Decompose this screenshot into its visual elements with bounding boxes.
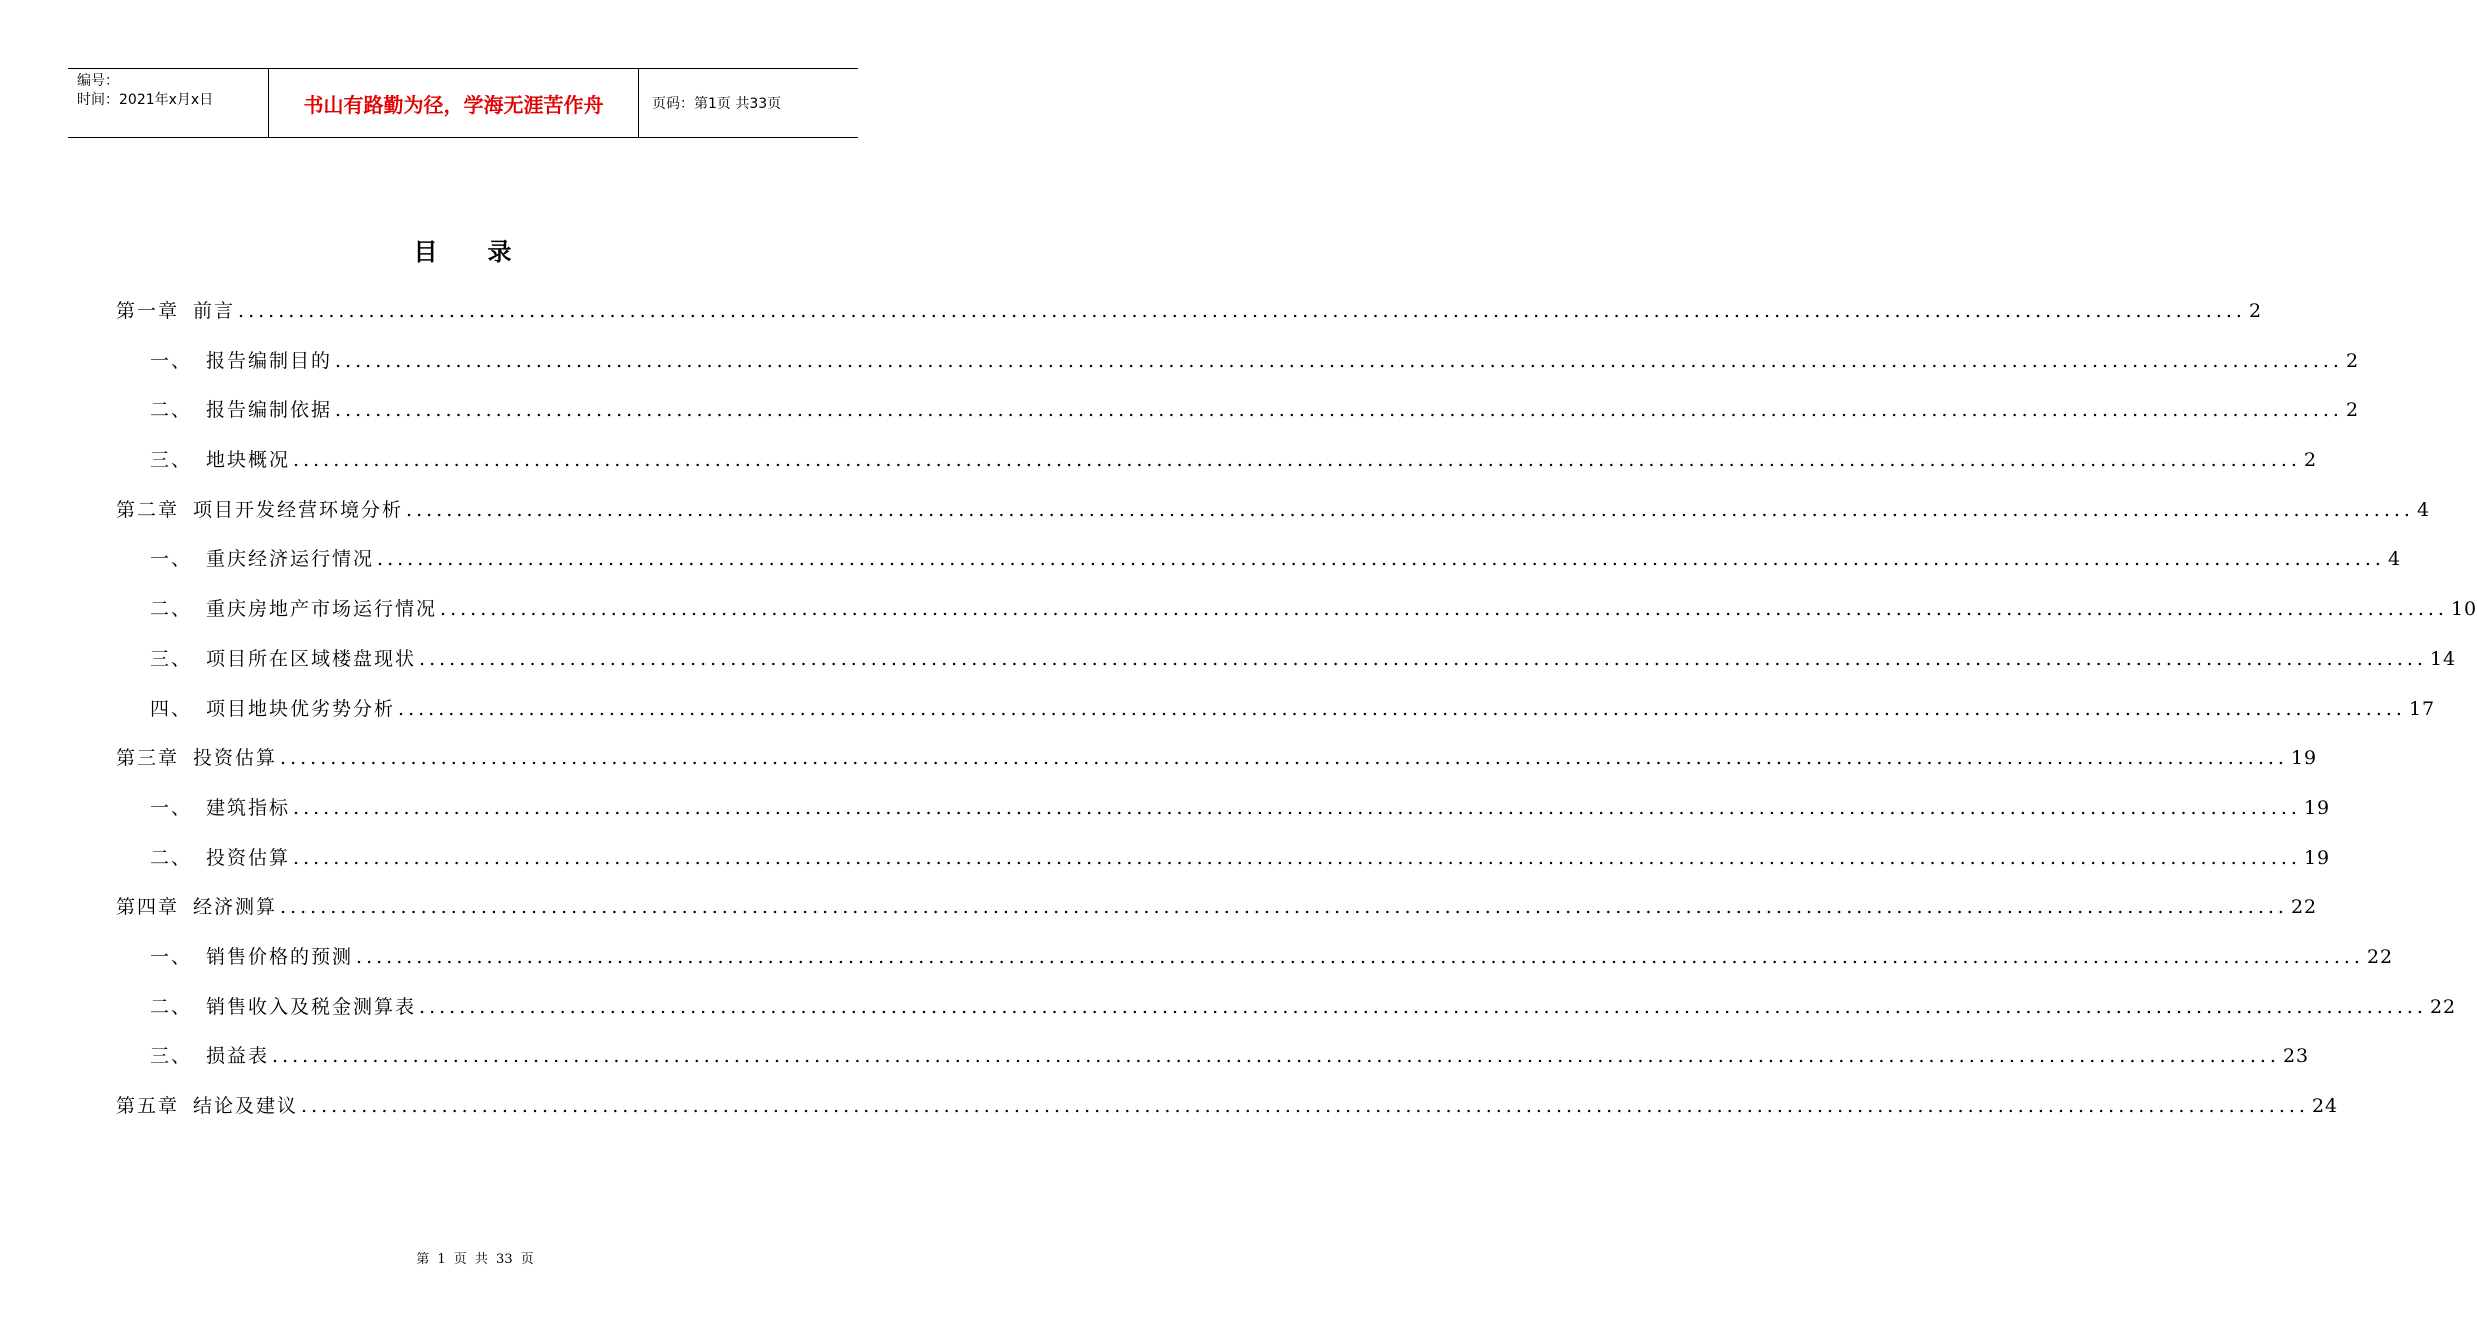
toc-entry-number: 二、	[150, 995, 193, 1018]
toc-entry-label	[116, 1091, 298, 1118]
toc-section-entry[interactable]	[116, 395, 2360, 445]
toc-entry-text: 结论及建议	[193, 1095, 299, 1117]
toc-entry-label	[150, 942, 353, 969]
toc-leader-dots: ........................................................................................................................................................................................................	[293, 796, 2301, 819]
toc-entry-text: 项目开发经营环境分析	[193, 498, 404, 521]
toc-page-number: 19	[2290, 747, 2318, 770]
toc-page-number: 2	[2345, 399, 2360, 422]
toc-section-entry[interactable]	[116, 644, 2457, 694]
toc-entry-label	[150, 445, 290, 472]
toc-page-number: 19	[2303, 846, 2331, 869]
toc-leader-dots: ........................................................................................................................................................................................................	[280, 747, 2288, 770]
toc-leader-dots: ........................................................................................................................................................................................................	[293, 449, 2301, 472]
toc-leader-dots: ........................................................................................................................................................................................................	[419, 647, 2427, 670]
toc-leader-dots: ........................................................................................................................................................................................................	[272, 1045, 2280, 1068]
toc-page-number: 4	[2416, 498, 2431, 521]
toc-entry-label	[150, 843, 290, 870]
page-header	[68, 68, 858, 138]
toc-entry-number: 二、	[150, 399, 193, 422]
toc-entry-number: 第五章	[116, 1095, 180, 1117]
toc-page-number: 2	[2345, 349, 2360, 372]
toc-entry-text: 销售收入及税金测算表	[206, 995, 417, 1018]
toc-entry-text: 投资估算	[193, 747, 278, 770]
toc-leader-dots: ........................................................................................................................................................................................................	[335, 349, 2343, 372]
toc-entry-text: 重庆经济运行情况	[206, 548, 375, 571]
toc-page-number: 17	[2408, 697, 2436, 720]
toc-entry-label	[116, 892, 277, 919]
toc-leader-dots: ........................................................................................................................................................................................................	[301, 1095, 2309, 1117]
header-meta	[68, 69, 269, 137]
toc-entry-text: 报告编制依据	[206, 399, 333, 422]
toc-entry-label	[150, 1041, 269, 1068]
table-of-contents	[116, 296, 2477, 1141]
toc-entry-label	[150, 694, 395, 721]
toc-page-number: 2	[2303, 449, 2318, 472]
toc-chapter-entry[interactable]	[116, 296, 2263, 346]
page-footer: 第 1 页 共 33 页	[416, 1252, 534, 1267]
page-title: 目录	[413, 237, 562, 266]
toc-chapter-entry[interactable]	[116, 1091, 2339, 1141]
toc-entry-text: 投资估算	[206, 846, 291, 869]
toc-page-number: 22	[2290, 896, 2318, 919]
toc-leader-dots: ........................................................................................................................................................................................................	[293, 846, 2301, 869]
toc-entry-text: 地块概况	[206, 449, 291, 472]
toc-section-entry[interactable]	[116, 346, 2360, 396]
toc-page-number: 10	[2450, 598, 2477, 621]
toc-section-entry[interactable]	[116, 843, 2331, 893]
toc-leader-dots: ........................................................................................................................................................................................................	[398, 697, 2406, 720]
toc-section-entry[interactable]	[116, 445, 2318, 495]
toc-leader-dots: ........................................................................................................................................................................................................	[419, 995, 2427, 1018]
toc-chapter-entry[interactable]	[116, 743, 2318, 793]
toc-leader-dots: ........................................................................................................................................................................................................	[440, 598, 2448, 621]
toc-section-entry[interactable]	[116, 594, 2477, 644]
toc-section-entry[interactable]	[116, 793, 2331, 843]
toc-entry-text: 报告编制目的	[206, 349, 333, 372]
toc-chapter-entry[interactable]	[116, 495, 2431, 545]
toc-entry-label	[150, 346, 332, 373]
toc-entry-label	[150, 544, 374, 571]
toc-section-entry[interactable]	[116, 544, 2402, 594]
toc-entry-number: 第四章	[116, 896, 180, 919]
toc-entry-label	[150, 594, 437, 621]
toc-entry-label	[150, 644, 416, 671]
toc-entry-number: 一、	[150, 349, 193, 372]
toc-entry-text: 项目地块优劣势分析	[206, 697, 396, 720]
toc-entry-number: 第一章	[116, 300, 180, 322]
code-label: 编号：	[77, 73, 119, 89]
toc-entry-text: 项目所在区域楼盘现状	[206, 647, 417, 670]
toc-page-number: 23	[2282, 1045, 2310, 1068]
toc-leader-dots: ........................................................................................................................................................................................................	[356, 945, 2364, 968]
toc-entry-text: 损益表	[206, 1045, 270, 1068]
toc-entry-text: 销售价格的预测	[206, 945, 354, 968]
toc-leader-dots: ........................................................................................................................................................................................................	[280, 896, 2288, 919]
toc-chapter-entry[interactable]	[116, 892, 2318, 942]
toc-page-number: 19	[2303, 796, 2331, 819]
toc-entry-number: 第二章	[116, 498, 180, 521]
toc-entry-number: 三、	[150, 449, 193, 472]
toc-leader-dots: ........................................................................................................................................................................................................	[406, 498, 2414, 521]
toc-leader-dots: ........................................................................................................................................................................................................	[335, 399, 2343, 422]
toc-entry-number: 第三章	[116, 747, 180, 770]
time-label: 时间：2021年x月x日	[77, 92, 214, 108]
header-motto: 书山有路勤为径，学海无涯苦作舟	[269, 69, 639, 137]
toc-section-entry[interactable]	[116, 942, 2394, 992]
toc-page-number: 24	[2311, 1095, 2339, 1117]
toc-entry-number: 二、	[150, 846, 193, 869]
toc-page-number: 22	[2429, 995, 2457, 1018]
toc-entry-number: 一、	[150, 548, 193, 571]
toc-entry-number: 四、	[150, 697, 193, 720]
toc-entry-text: 建筑指标	[206, 796, 291, 819]
toc-entry-label	[116, 296, 235, 323]
toc-entry-label	[150, 395, 332, 422]
toc-entry-label	[116, 743, 277, 770]
toc-entry-number: 三、	[150, 647, 193, 670]
toc-page-number: 2	[2248, 300, 2263, 322]
toc-page-number: 14	[2429, 647, 2457, 670]
header-page-label: 页码：第1页 共33页	[652, 96, 782, 112]
toc-entry-text: 重庆房地产市场运行情况	[206, 598, 438, 621]
toc-leader-dots: ........................................................................................................................................................................................................	[377, 548, 2385, 571]
toc-entry-text: 经济测算	[193, 896, 278, 919]
toc-page-number: 4	[2387, 548, 2402, 571]
toc-entry-number: 一、	[150, 796, 193, 819]
toc-leader-dots: ........................................................................................................................................................................................................	[238, 300, 2246, 322]
toc-section-entry[interactable]	[116, 694, 2436, 744]
toc-entry-label	[150, 992, 416, 1019]
toc-entry-label	[116, 495, 403, 522]
toc-entry-label	[150, 793, 290, 820]
toc-section-entry[interactable]	[116, 992, 2457, 1042]
toc-entry-text: 前言	[193, 300, 236, 322]
toc-entry-number: 一、	[150, 945, 193, 968]
toc-section-entry[interactable]	[116, 1041, 2310, 1091]
toc-page-number: 22	[2366, 945, 2394, 968]
toc-entry-number: 二、	[150, 598, 193, 621]
toc-entry-number: 三、	[150, 1045, 193, 1068]
